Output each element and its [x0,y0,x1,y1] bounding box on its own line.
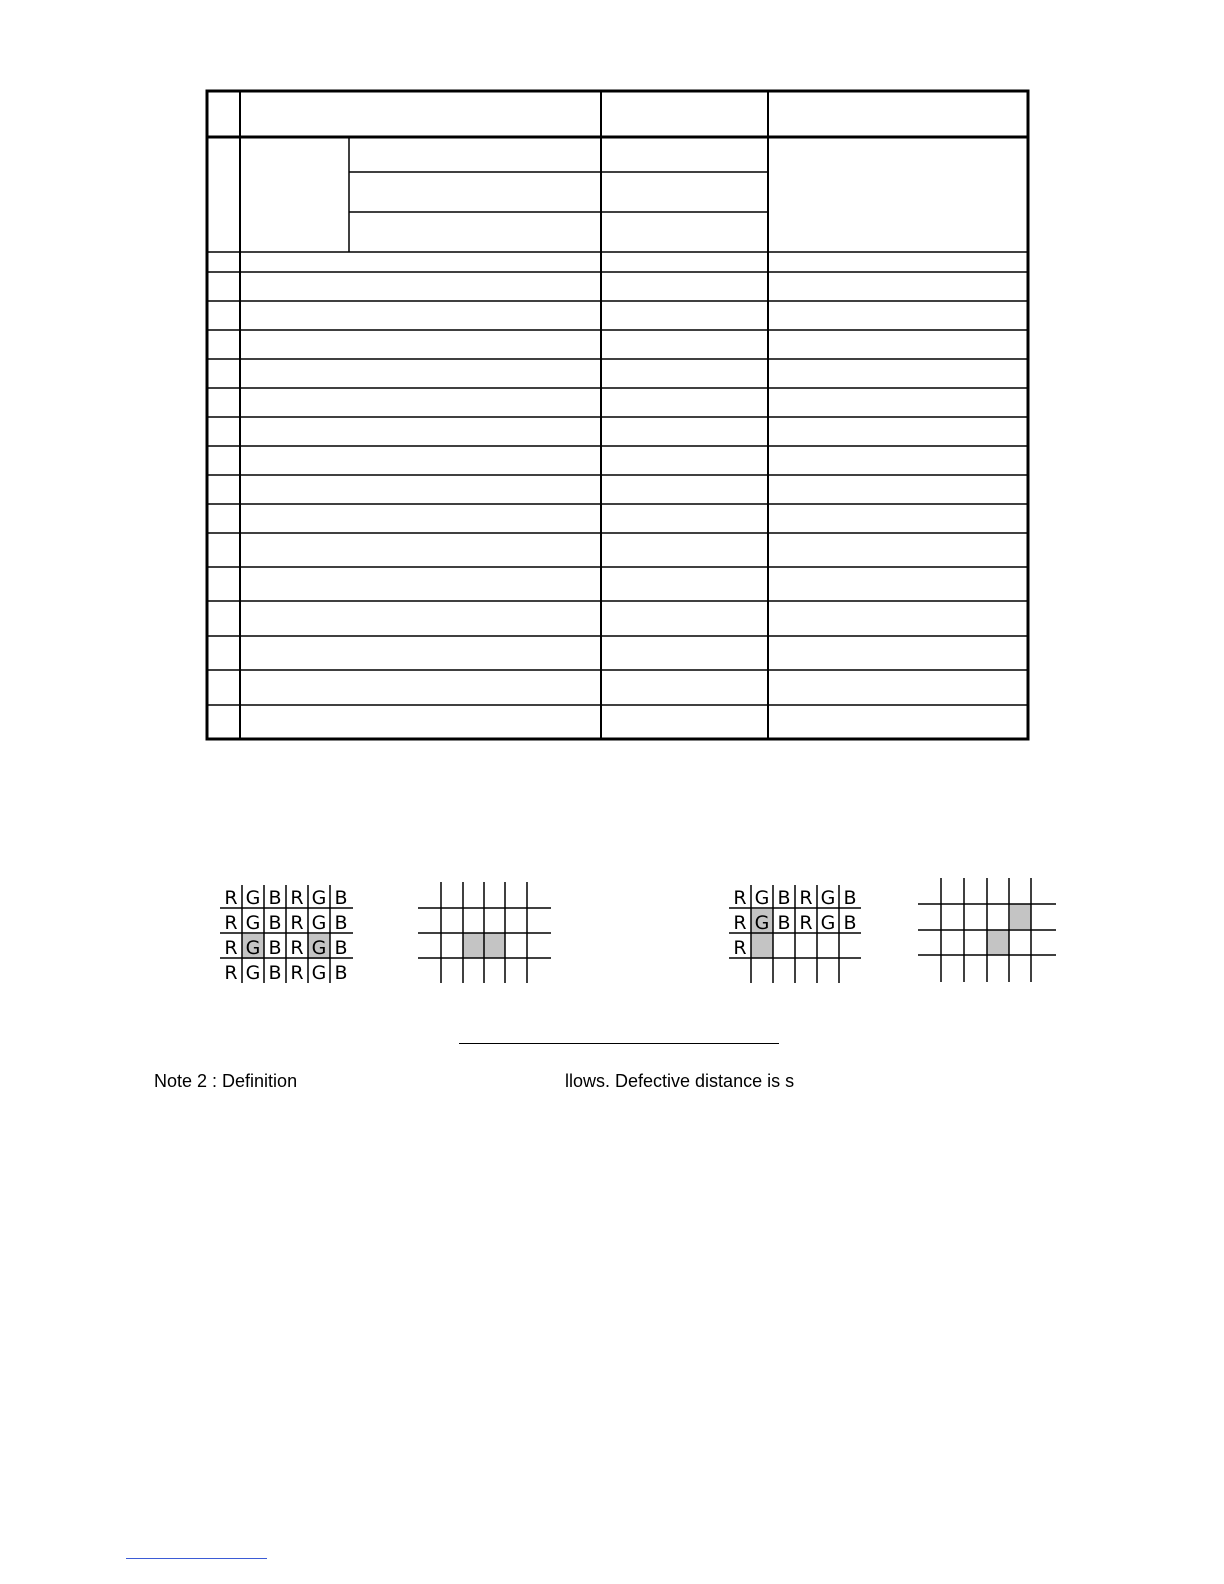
subpixel-label: G [311,937,327,959]
subpixel-label: G [754,887,770,909]
note-2-suffix: llows. Defective distance is s [565,1071,795,1091]
subpixel-label: B [334,937,348,959]
subpixel-label: G [245,912,261,934]
subpixel-label: G [311,912,327,934]
subpixel-label: B [268,937,282,959]
subpixel-label: R [290,937,304,959]
subpixel-label: R [290,962,304,984]
table-border [207,91,1028,739]
subpixel-label: G [245,962,261,984]
subpixel-label: B [268,962,282,984]
subpixel-label: R [224,962,238,984]
subpixel-label: R [290,912,304,934]
subpixel-label: R [733,937,747,959]
defect-pixel [1010,904,1031,929]
subpixel-diagram-3 [720,875,870,985]
subpixel-label: G [311,962,327,984]
subpixel-label: B [268,887,282,909]
subpixel-label: R [733,912,747,934]
specification-table [0,0,1224,760]
subpixel-label: R [799,912,813,934]
subpixel-diagram-1 [210,875,360,985]
subpixel-label: R [799,887,813,909]
subpixel-label: G [820,887,836,909]
pixel-diagram-2 [410,875,560,990]
pixel-diagram-4 [910,872,1060,987]
subpixel-label: B [268,912,282,934]
subpixel-label: R [733,887,747,909]
defect-pixel [987,930,1009,955]
table-row-lines [207,252,1028,705]
subpixel-label: B [843,887,857,909]
subpixel-label: R [224,912,238,934]
subpixel-label: G [754,912,770,934]
subpixel-label: B [334,912,348,934]
horizontal-rule [459,1043,779,1044]
subpixel-label: R [224,887,238,909]
subpixel-label: G [311,887,327,909]
note-2-prefix: Note 2 : Definition [154,1071,298,1091]
subpixel-label: B [334,887,348,909]
footer-link-underline[interactable] [126,1558,267,1559]
subpixel-label: G [245,887,261,909]
subpixel-label: B [843,912,857,934]
subpixel-label: R [290,887,304,909]
subpixel-label: B [777,912,791,934]
subpixel-label: G [245,937,261,959]
subpixel-label: B [777,887,791,909]
subpixel-label: B [334,962,348,984]
subpixel-label: R [224,937,238,959]
subpixel-label: G [820,912,836,934]
